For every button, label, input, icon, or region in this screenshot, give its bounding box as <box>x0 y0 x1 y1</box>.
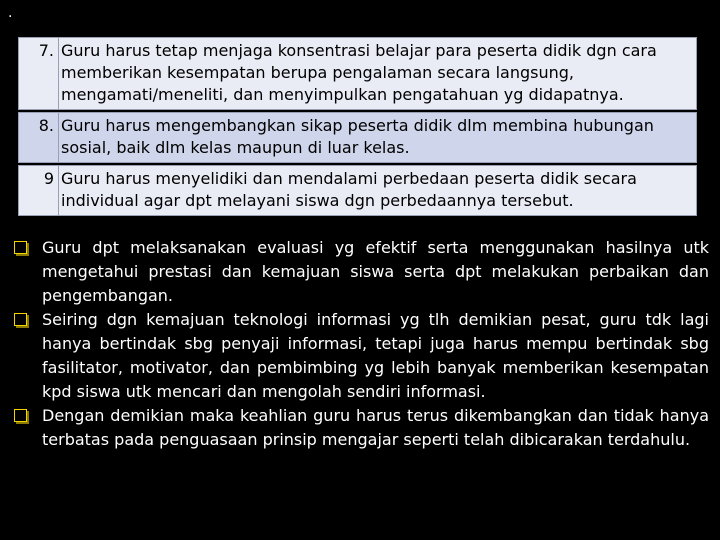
bullet-text: Guru dpt melaksanakan evaluasi yg efektif serta menggunakan hasilnya utk mengetahui prestasi dan kemajuan siswa serta dpt melakukan perbaikan dan pengembangan. <box>42 238 709 305</box>
checkbox-bullet-icon <box>14 409 27 422</box>
item-text: Guru harus mengembangkan sikap peserta didik dlm membina hubungan sosial, baik dlm kelas maupun di luar kelas. <box>59 113 696 162</box>
bullet-text: Seiring dgn kemajuan teknologi informasi yg tlh demikian pesat, guru tdk lagi hanya bertindak sbg penyaji informasi, tetapi juga harus mempu bertindak sbg fasilitator, motivator, dan pembimbing yg lebih banyak memberikan kesempatan kpd siswa utk mencari dan mengolah sendiri informasi. <box>42 310 709 401</box>
list-item <box>14 236 709 308</box>
list-item <box>14 308 709 404</box>
checkbox-bullet-icon <box>14 241 27 254</box>
table-row <box>18 112 697 163</box>
item-text: Guru harus menyelidiki dan mendalami perbedaan peserta didik secara individual agar dpt melayani siswa dgn perbedaannya tersebut. <box>59 166 696 215</box>
table-row <box>18 165 697 216</box>
bullet-text: Dengan demikian maka keahlian guru harus terus dikembangkan dan tidak hanya terbatas pada penguasaan prinsip mengajar seperti telah dibicarakan terdahulu. <box>42 406 709 449</box>
item-number: 7. <box>19 38 59 109</box>
numbered-points-table <box>18 37 697 218</box>
item-number: 8. <box>19 113 59 162</box>
checkbox-bullet-icon <box>14 313 27 326</box>
bullet-list <box>14 236 709 452</box>
table-row <box>18 37 697 110</box>
item-number: 9 <box>19 166 59 215</box>
list-item <box>14 404 709 452</box>
corner-mark: . <box>8 5 13 21</box>
item-text: Guru harus tetap menjaga konsentrasi belajar para peserta didik dgn cara memberikan kesempatan berupa pengalaman secara langsung, mengamati/meneliti, dan menyimpulkan pengatahuan yg didapatnya. <box>59 38 696 109</box>
